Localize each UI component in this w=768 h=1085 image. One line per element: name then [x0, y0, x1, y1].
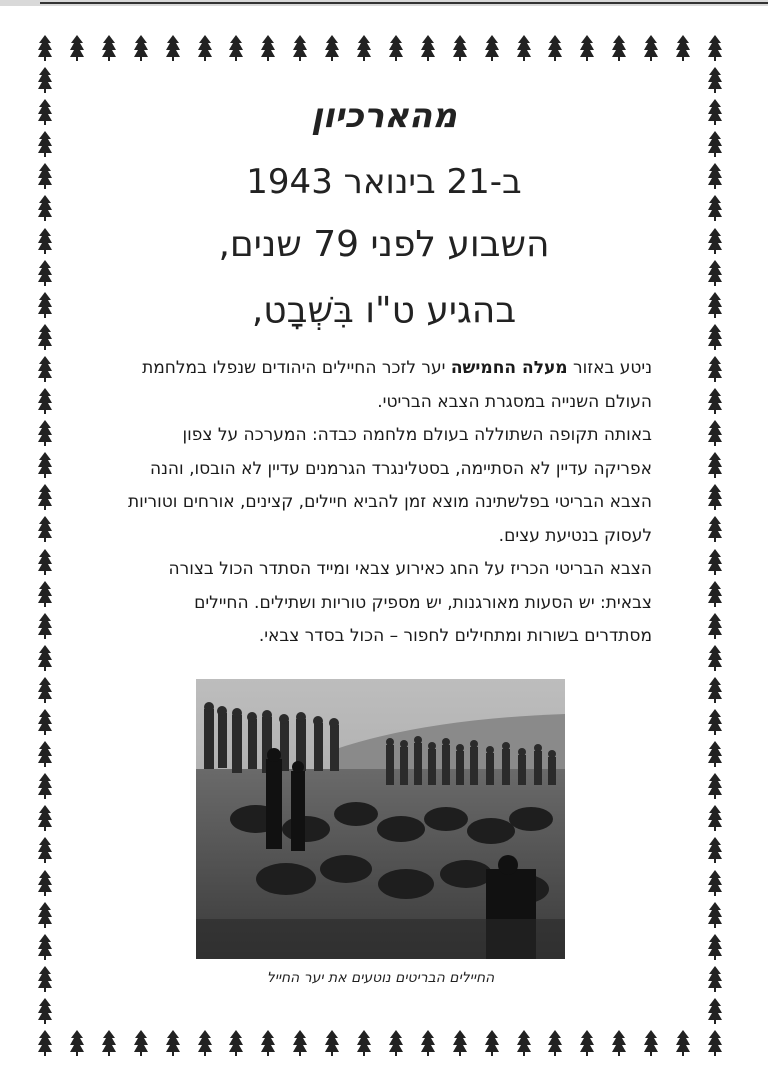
tree-icon [38, 870, 52, 896]
tree-icon [38, 1030, 52, 1056]
tree-icon [676, 1030, 690, 1056]
tree-icon [708, 581, 722, 607]
tree-icon [325, 35, 339, 61]
tree-icon [708, 741, 722, 767]
tree-icon [134, 1030, 148, 1056]
top-edge-line [0, 0, 768, 6]
paragraph-3: הצבא הבריטי הכריז על החג כאירוע צבאי ומייד הסתדר הכול בצורה צבאית: יש הסעות מאורגנות, יש מספיק טוריות ושתילים. החיילים מסתדרים בשורות ומתחילים לחפור – הכול בסדר צבאי. [168, 559, 652, 646]
tree-icon [38, 163, 52, 189]
tree-icon [70, 1030, 84, 1056]
tu-bishvat-heading: בהגיע ט"ו בִּשְׁבָט, [251, 290, 517, 331]
tree-icon [485, 1030, 499, 1056]
tree-icon [38, 805, 52, 831]
tree-icon [38, 324, 52, 350]
date-heading: ב-21 בינואר 1943 [246, 162, 522, 202]
tree-icon [421, 1030, 435, 1056]
tree-icon [38, 581, 52, 607]
tree-icon [453, 1030, 467, 1056]
tree-icon [38, 131, 52, 157]
tree-icon [708, 99, 722, 125]
years-ago-heading: השבוע לפני 79 שנים, [218, 224, 550, 265]
tree-icon [38, 709, 52, 735]
tree-icon [38, 67, 52, 93]
p1-intro: ניטע באזור [567, 358, 652, 378]
tree-icon [708, 324, 722, 350]
tree-icon [38, 195, 52, 221]
tree-icon [708, 131, 722, 157]
tree-icon [325, 1030, 339, 1056]
tree-icon [38, 645, 52, 671]
tree-icon [517, 35, 531, 61]
tree-icon [38, 837, 52, 863]
tree-icon [38, 228, 52, 254]
tree-icon [708, 356, 722, 382]
tree-icon [38, 452, 52, 478]
tree-icon [708, 452, 722, 478]
tree-icon [548, 35, 562, 61]
tree-icon [708, 1030, 722, 1056]
tree-icon [357, 35, 371, 61]
tree-icon [708, 645, 722, 671]
tree-icon [644, 35, 658, 61]
tree-icon [38, 99, 52, 125]
tree-icon [708, 998, 722, 1024]
tree-icon [485, 35, 499, 61]
article-body [122, 352, 652, 654]
tree-icon [708, 67, 722, 93]
tree-icon [134, 35, 148, 61]
tree-icon [580, 35, 594, 61]
tree-icon [644, 1030, 658, 1056]
tree-icon [612, 35, 626, 61]
tree-icon [70, 35, 84, 61]
tree-icon [676, 35, 690, 61]
tree-icon [38, 292, 52, 318]
paragraph-1 [122, 352, 652, 419]
tree-icon [38, 549, 52, 575]
photo-caption: החיילים הבריטים נוטעים את יער החייל [266, 970, 495, 986]
tree-icon [708, 228, 722, 254]
soldiers-planting-photo [196, 679, 565, 959]
tree-icon [198, 1030, 212, 1056]
tree-icon [38, 902, 52, 928]
tree-icon [708, 388, 722, 414]
tree-icon [166, 35, 180, 61]
tree-icon [708, 549, 722, 575]
tree-icon [229, 1030, 243, 1056]
tree-icon [421, 35, 435, 61]
tree-icon [38, 741, 52, 767]
tree-icon [708, 260, 722, 286]
tree-icon [261, 35, 275, 61]
tree-icon [708, 163, 722, 189]
tree-icon [548, 1030, 562, 1056]
tree-icon [293, 35, 307, 61]
tree-icon [708, 35, 722, 61]
tree-icon [708, 484, 722, 510]
archive-heading: מהארכיון [311, 96, 457, 136]
tree-icon [261, 1030, 275, 1056]
tree-icon [38, 677, 52, 703]
tree-icon [389, 1030, 403, 1056]
tree-icon [708, 805, 722, 831]
tree-icon [708, 613, 722, 639]
tree-icon [389, 35, 403, 61]
tree-icon [38, 966, 52, 992]
tree-icon [38, 484, 52, 510]
tree-icon [102, 1030, 116, 1056]
paragraph-2: באותה תקופה השתוללה בעולם מלחמה כבדה: המערכה על צפון אפריקה עדיין לא הסתיימה, בסטלינגרד הגרמנים עדיין לא הובסו, והנה הצבא הבריטי בפלשתינה מוצא זמן להביא חיילים, קצינים, אורחים וטוריות לעסוק בנטיעת עצים. [127, 425, 652, 546]
tree-icon [293, 1030, 307, 1056]
tree-icon [708, 773, 722, 799]
tree-icon [708, 420, 722, 446]
tree-icon [708, 837, 722, 863]
tree-icon [580, 1030, 594, 1056]
tree-icon [198, 35, 212, 61]
tree-icon [38, 420, 52, 446]
tree-icon [229, 35, 243, 61]
p1-rest: יער לזכר החיילים היהודים שנפלו במלחמת העולם השנייה במסגרת הצבא הבריטי. [142, 358, 652, 412]
tree-icon [708, 709, 722, 735]
tree-icon [38, 998, 52, 1024]
p1-place-name: מעלה החמישה [450, 358, 568, 378]
tree-icon [38, 613, 52, 639]
tree-icon [708, 292, 722, 318]
tree-icon [708, 902, 722, 928]
tree-icon [708, 966, 722, 992]
tree-icon [517, 1030, 531, 1056]
archive-photo [196, 679, 565, 959]
tree-icon [102, 35, 116, 61]
tree-icon [38, 516, 52, 542]
tree-icon [708, 870, 722, 896]
tree-icon [708, 934, 722, 960]
tree-icon [38, 260, 52, 286]
tree-icon [357, 1030, 371, 1056]
tree-icon [38, 388, 52, 414]
tree-icon [708, 677, 722, 703]
tree-icon [166, 1030, 180, 1056]
tree-icon [612, 1030, 626, 1056]
tree-icon [708, 516, 722, 542]
tree-icon [453, 35, 467, 61]
tree-icon [38, 35, 52, 61]
tree-icon [38, 773, 52, 799]
tree-icon [38, 356, 52, 382]
tree-icon [708, 195, 722, 221]
tree-icon [38, 934, 52, 960]
